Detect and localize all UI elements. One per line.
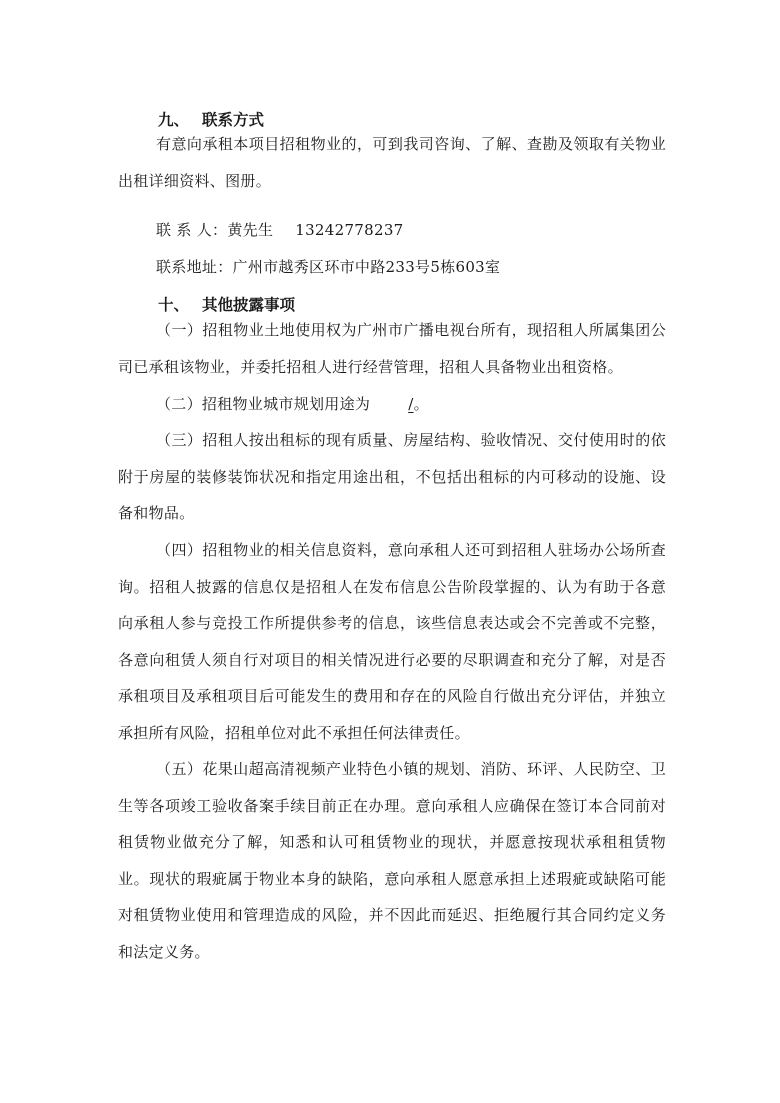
disclosure-item-5: （五）花果山超高清视频产业特色小镇的规划、消防、环评、人民防空、卫生等各项竣工验收备案手续目前正在办理。意向承租人应确保在签订本合同前对租赁物业做充分了解，知悉和认可租赁物业的现状，并愿意按现状承租租赁物业。现状的瑕疵属于物业本身的缺陷，意向承租人愿意承担上述瑕疵或缺陷可能对租赁物业使用和管理造成的风险，并不因此而延迟、拒绝履行其合同约定义务和法定义务。 xyxy=(118,760,666,961)
contact-address-line xyxy=(156,256,500,277)
disclosure-item-2 xyxy=(118,386,666,423)
section-title: 其他披露事项 xyxy=(202,296,296,314)
contact-person-name: 黄先生 xyxy=(227,221,274,239)
contact-address: 广州市越秀区环市中路233号5栋603室 xyxy=(232,258,501,276)
contact-person-label: 联 系 人： xyxy=(156,221,228,239)
contact-phone: 13242778237 xyxy=(295,221,404,239)
contact-intro-paragraph: 有意向承租本项目招租物业的，可到我司咨询、了解、查勘及领取有关物业出租详细资料、图册。 xyxy=(118,135,666,190)
section-number: 十、 xyxy=(158,296,190,314)
section-title: 联系方式 xyxy=(202,111,265,129)
contact-address-label: 联系地址： xyxy=(156,258,233,276)
section-number: 九、 xyxy=(158,111,190,129)
disclosure-item-2-prefix: （二）招租物业城市规划用途为 xyxy=(156,395,371,413)
disclosure-item-2-suffix: 。 xyxy=(413,395,429,413)
disclosure-item-1: （一）招租物业土地使用权为广州市广播电视台所有，现招租人所属集团公司已承租该物业，并委托招租人进行经营管理，招租人具备物业出租资格。 xyxy=(118,321,666,376)
planned-use-value: / xyxy=(408,395,414,413)
disclosure-item-4: （四）招租物业的相关信息资料，意向承租人还可到招租人驻场办公场所查询。招租人披露的信息仅是招租人在发布信息公告阶段掌握的、认为有助于各意向承租人参与竞投工作所提供参考的信息，该些信息表达或会不完善或不完整，各意向租赁人须自行对项目的相关情况进行必要的尽职调查和充分了解，对是否承租项目及承租项目后可能发生的费用和存在的风险自行做出充分评估，并独立承担所有风险，招租单位对此不承担任何法律责任。 xyxy=(118,541,666,742)
disclosure-item-3: （三）招租人按出租标的现有质量、房屋结构、验收情况、交付使用时的依附于房屋的装修装饰状况和指定用途出租，不包括出租标的内可移动的设施、设备和物品。 xyxy=(118,431,666,522)
contact-person-line xyxy=(156,219,404,240)
